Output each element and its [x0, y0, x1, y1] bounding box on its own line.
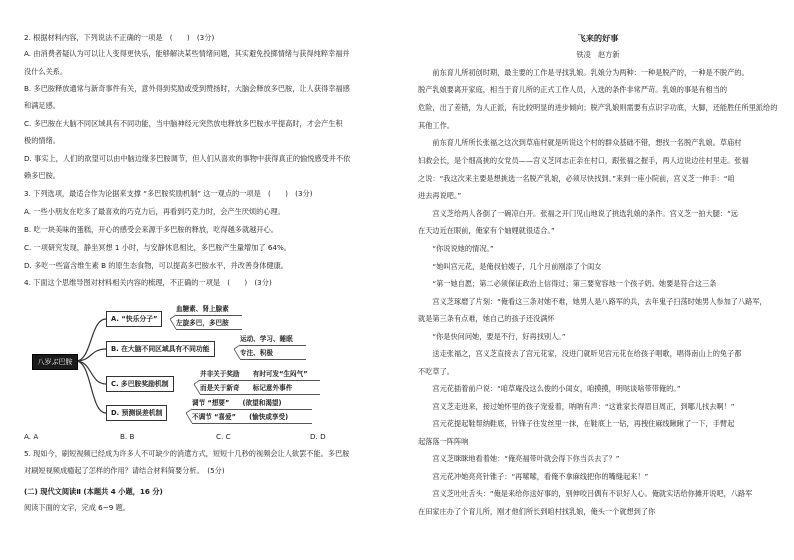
- left-text-line: 3. 下列选项，最适合作为论据来支撑 “多巴胺奖励机制” 这一观点的一项是 ( ) (3分): [24, 189, 313, 198]
- right-text-line: “你是快问问她，要是不行，好再找别人。”: [418, 332, 566, 341]
- right-text-line: 宫义芝给两人各倒了一碗凉白开。张福之开门见山地说了挑选乳娘的条件。宫义芝一拍大腿：“远: [418, 209, 738, 218]
- mind-map-branch: D. 预测误差机制: [106, 405, 167, 421]
- left-text-line: (二) 现代文阅读Ⅱ (本题共 4 小题，16 分): [24, 487, 163, 496]
- left-text-line: 阅读下面的文字，完成 6~9 题。: [24, 503, 130, 512]
- left-text-line: 和满足感。: [24, 101, 60, 110]
- right-text-line: 在田家庄办了个育儿所，刚才他们所长到咱村找乳娘，俺头一个就想到了你: [418, 507, 656, 516]
- mind-map-leaf-underline: [200, 394, 320, 395]
- right-text-line: 其他工作。: [418, 121, 454, 130]
- left-text-line: A. A: [24, 432, 39, 441]
- right-text-line: 宫元花冲她亮亮针锥子：“再嗦嗦，看俺不拿麻线把你的嘴缝起来！”: [418, 472, 649, 481]
- left-text-line: 极的情绪。: [24, 136, 60, 145]
- mind-map-leaf-underline: [192, 409, 312, 410]
- right-text-line: 就是第三条有点难，她自己的孩子还没满怀: [418, 314, 555, 323]
- left-text-line: C. C: [216, 432, 231, 441]
- mind-map-leaf-underline: [240, 345, 306, 346]
- mind-map-leaf-underline: [200, 380, 320, 381]
- mind-map-leaf-underline: [176, 315, 242, 316]
- mind-map-leaf: 并非关于奖励 有时可发“生闷气”: [200, 370, 308, 378]
- mind-map-leaf: 不调节 “喜爱” (愉快或享受): [192, 413, 289, 421]
- left-text-line: A. 一些小朋友在吃多了最喜欢的巧克力后，再看到巧克力时，会产生厌烦的心理。: [24, 207, 285, 216]
- left-text-line: 5. 现如今，刷短视频已经成为许多人不可缺少的消遣方式，短短十几秒的视频会让人欲罢不能。多巴胺: [24, 449, 350, 458]
- right-text-line: “你说说她的情况。”: [418, 244, 494, 253]
- mind-map-leaf-underline: [240, 359, 306, 360]
- story-title: 飞来的好事: [577, 33, 619, 43]
- right-text-line: 宫义芝走进来，接过她怀里的孩子宠爱着，呐呐有声：“这谁家长得眉目周正，到哪儿找去啊！”: [418, 402, 735, 411]
- left-text-line: 赖多巴胺。: [24, 171, 60, 180]
- mind-map-leaf: 专注、积极: [240, 349, 273, 357]
- mind-map-branch: A. “快乐分子”: [106, 311, 162, 327]
- right-text-line: 宫元花插着前户说：“咱草庵没这么俊的小闺女，咱摸摸，明哒谈啥带带俺的。”: [418, 384, 681, 393]
- right-text-line: 宫元花提起鞋帮纳鞋底，针锋子往发丝里一抹，在鞋底上一钻，再拽住麻线瞅瞅了一下，手臂起: [418, 419, 735, 428]
- right-text-line: 前东育儿所初创时期，最主要的工作是寻找乳娘。乳娘分为两种：一种是脱产的，一种是不脱产的。: [418, 68, 749, 77]
- mind-map-leaf-underline: [176, 329, 242, 330]
- left-text-line: D. D: [310, 432, 326, 441]
- left-text-line: C. 多巴胺在大脑不同区域具有不同功能，当中脑神经元突然放电释放多巴胺水平提高时，才会产生积: [24, 119, 343, 128]
- right-text-line: 脱产乳娘要离开家庭，相当于育儿所的正式工作人员，入选的条件非常严苛。乳娘的事是有相当的: [418, 85, 728, 94]
- mind-map-branch: C. 多巴胺奖励机制: [106, 376, 174, 392]
- right-text-line: 妇救会长，是个细高挑的女党员——宫义芝同志正亲在村口，跟张福之握手，两人边说边往村里走。张福: [418, 156, 749, 165]
- right-text-line: “她叫宫元花，是俺叔伯嫂子，几个月前刚添了个闺女: [418, 262, 602, 271]
- left-text-line: B. 多巴胺释放通常与新奇事件有关，意外得到奖励或受到赞扬时，大脑会释放多巴胺，让人获得幸福感: [24, 84, 350, 93]
- right-text-line: 宫义芝眯眯地看着她：“俺亮福带叶就会得下你当兵去了？”: [418, 454, 620, 463]
- left-text-line: B. 吃一块美味的蛋糕，开心的感受会来源于多巴胺的释放，吃得越多就越开心。: [24, 225, 278, 234]
- left-text-line: 对刷短视频成瘾起了怎样的作用？请结合材料简要分析。 (5分): [24, 466, 225, 475]
- right-text-line: 宫义芝吐吐舌头：“俺是来给你送好事的，别伸咬吕偶有不识好人心。俺就实话给你摊开说吧，八路军: [418, 489, 753, 498]
- mind-map-leaf: 而是关于新奇 标记意外事件: [200, 384, 293, 392]
- story-author: 铁凌 赵方新: [576, 50, 620, 59]
- right-text-line: 不吃草了。: [418, 367, 454, 376]
- mind-map-leaf: 调节 “想要” (欲望和渴望): [192, 399, 282, 407]
- mind-map-leaf: 左旋多巴，多巴胺: [176, 319, 229, 327]
- mind-map-branch: B. 在大脑不同区域具有不同功能: [106, 341, 215, 357]
- left-text-line: 没什么关系。: [24, 67, 68, 76]
- left-text-line: D. 多吃一些富含维生素 B 的原生态食物，可以提高多巴胺水平，并改善身体健康。: [24, 261, 288, 270]
- mind-map-leaf: 血糖素、肾上腺素: [176, 305, 229, 313]
- right-text-line: “第一她自愿；第二必须保证政治上信得过；第三要宽容地一个孩子奶。她要是符合这三条: [418, 279, 717, 288]
- right-text-line: 前东育儿所所长张福之这次到草庙村就是听说这个村的群众基础不错，想找一名脱产乳娘。草庙村: [418, 138, 742, 147]
- left-text-line: 4. 下面这个思维导图对材料相关内容的梳理，不正确的一项是 ( ) (3分): [24, 278, 272, 287]
- right-text-line: 宫义芝琢磨了片刻：“俺看这三条对她不难，她男人是八路军的兵，去年鬼子扫荡时她男人参加了八路军，: [418, 297, 767, 306]
- mind-map-link: [76, 361, 106, 384]
- right-text-line: 在天边近在眼前，俺家有个妯娌就很适合。”: [418, 226, 555, 235]
- right-text-line: 危险，出了差错，为人正派，有比较明显的进步倾向；脱产乳娘则需要有点识字功底，大脚，还能胜任所里派给的: [418, 103, 778, 112]
- mind-map-link: [76, 361, 106, 413]
- mind-map-root: 八岁ぶ巴胺: [32, 354, 78, 370]
- right-text-line: 之说：“我这次来主要是想挑选一名脱产乳娘，必须尽快找到。”来到一座小院前，宫义芝一伸手：“咱: [418, 174, 735, 183]
- right-text-line: 进去再说吧。”: [418, 191, 462, 200]
- right-text-line: 送走张福之，宫义芝直接去了宫元花家，没进门就听见宫元花在给孩子唱歌，唱得南山上的兔子都: [418, 349, 742, 358]
- left-text-line: A. 由消费者疑认为可以让人变得更快乐，能够解决某些情绪问题，其实避免投掷情绪与获得纯粹幸福并: [24, 49, 350, 58]
- mind-map: [24, 297, 394, 425]
- left-text-line: B. B: [120, 432, 135, 441]
- left-text-line: C. 一项研究发现，静坐冥想 1 小时，与安静休息相比，多巴胺产生量增加了 64%。: [24, 243, 291, 252]
- left-text-line: D. 事实上，人们的欲望可以由中脑边缘多巴胺调节，但人们从喜欢的事物中获得真正的愉悦感受并不依: [24, 154, 351, 163]
- mind-map-leaf-underline: [192, 423, 312, 424]
- left-text-line: 2. 根据材料内容，下列说法不正确的一项是 ( ) (3分): [24, 33, 215, 42]
- mind-map-leaf: 运动、学习、睡眠: [240, 335, 293, 343]
- right-text-line: 起落落一阵阵响: [418, 437, 469, 446]
